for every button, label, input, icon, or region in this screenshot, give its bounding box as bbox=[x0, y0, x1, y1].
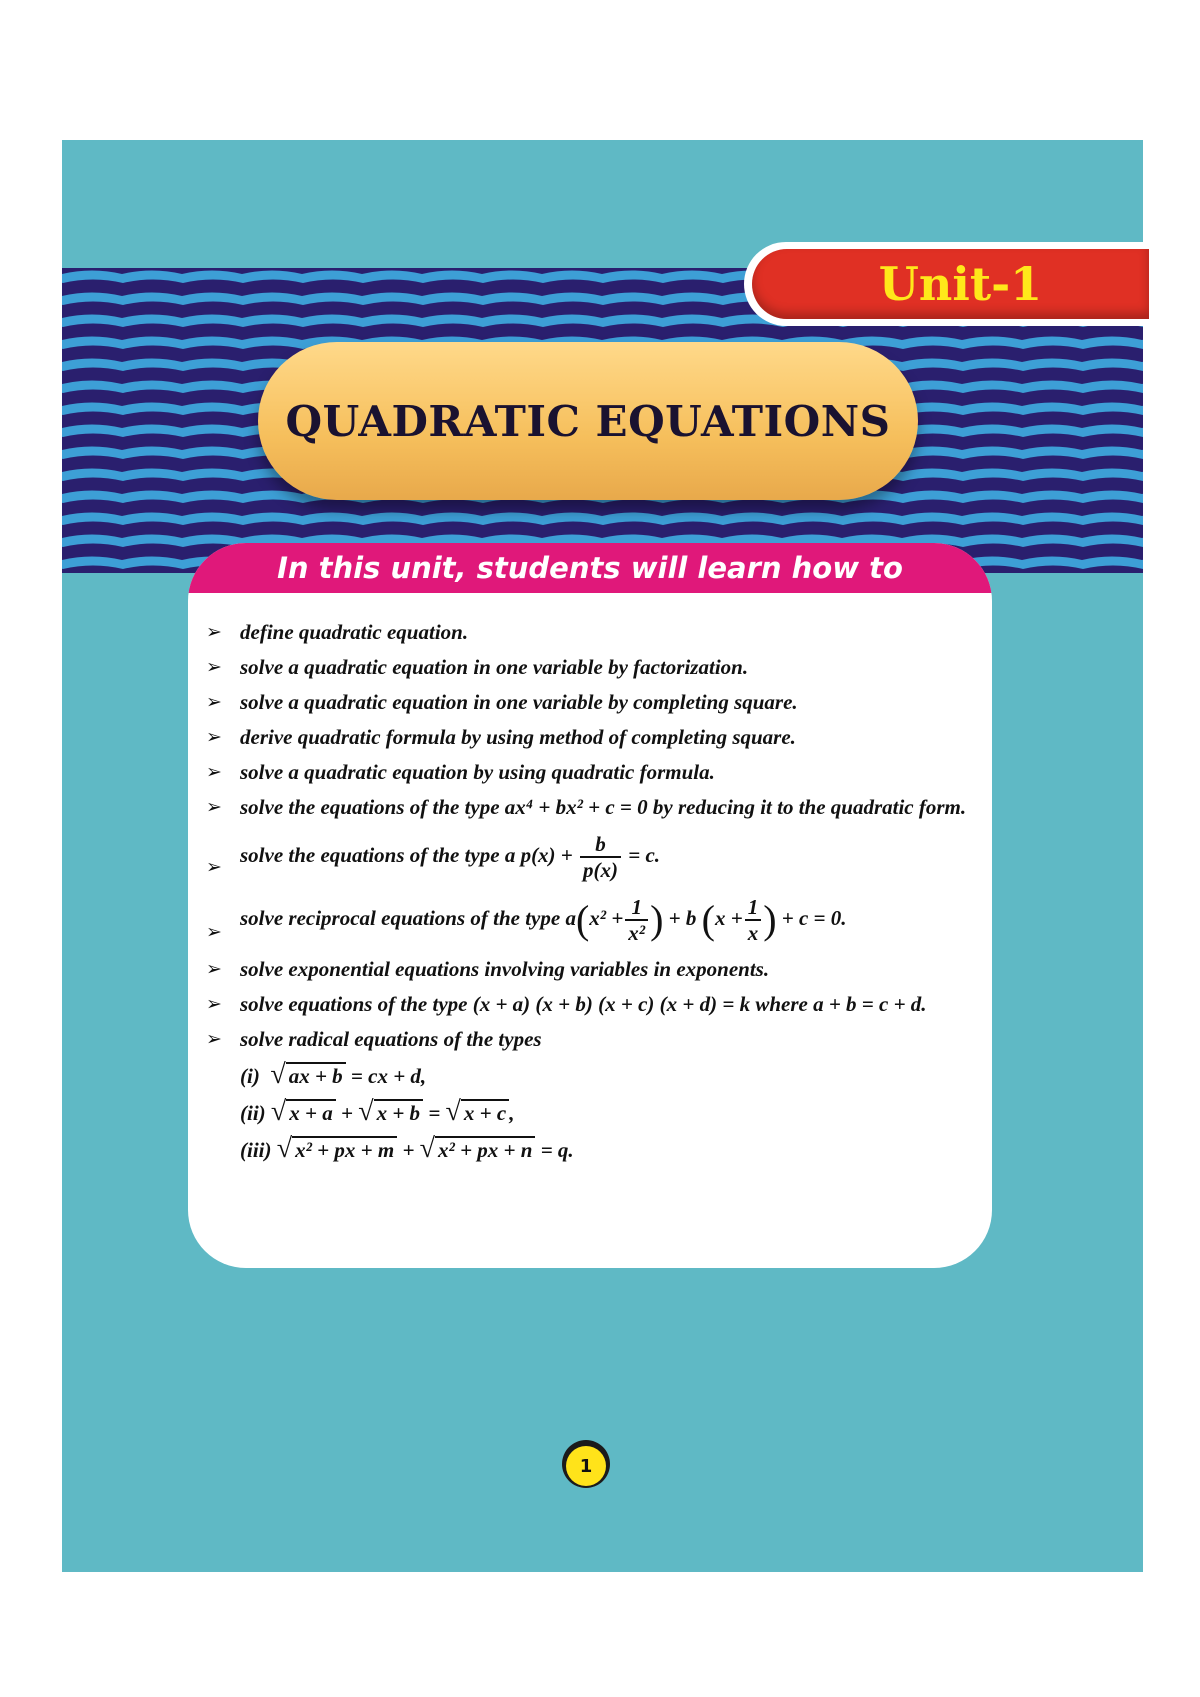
objective-item bbox=[206, 991, 968, 1018]
left-paren: ( bbox=[575, 897, 590, 943]
radical-label: (ii) bbox=[240, 1101, 266, 1126]
bullet-icon: ➢ bbox=[206, 656, 222, 678]
learning-objectives-heading: In this unit, students will learn how to bbox=[277, 551, 903, 585]
radicand: x + b bbox=[374, 1099, 423, 1125]
radical-operator: = bbox=[428, 1101, 441, 1126]
bullet-icon: ➢ bbox=[206, 761, 222, 783]
radical bbox=[420, 1133, 536, 1166]
fraction-numerator: 1 bbox=[745, 895, 762, 921]
page-title: QUADRATIC EQUATIONS bbox=[285, 396, 891, 446]
bullet-icon: ➢ bbox=[206, 1028, 222, 1051]
radical-label: (iii) bbox=[240, 1138, 272, 1163]
fraction-equation bbox=[504, 832, 661, 883]
objectives-list bbox=[188, 593, 992, 1166]
objective-text: solve a quadratic equation in one variable by factorization. bbox=[240, 655, 749, 679]
fraction bbox=[745, 895, 762, 945]
fraction-denominator: x bbox=[747, 921, 759, 946]
bullet-icon: ➢ bbox=[206, 621, 222, 643]
radicand: x + a bbox=[286, 1099, 335, 1125]
bullet-icon: ➢ bbox=[206, 796, 222, 818]
bullet-icon: ➢ bbox=[206, 993, 222, 1016]
objective-text: solve a quadratic equation by using quadratic formula. bbox=[240, 760, 715, 784]
radical-operator: + bbox=[341, 1101, 353, 1126]
objective-item bbox=[206, 829, 968, 882]
radical-type bbox=[240, 1059, 968, 1092]
radical-label: (i) bbox=[240, 1064, 260, 1089]
radicand: x² + px + m bbox=[292, 1136, 397, 1162]
radical-sign: √ bbox=[419, 1133, 436, 1165]
objective-text: solve reciprocal equations of the type bbox=[240, 906, 561, 931]
radical bbox=[358, 1096, 423, 1129]
radical-type bbox=[240, 1096, 968, 1129]
radical bbox=[270, 1059, 345, 1092]
fraction-denominator: p(x) bbox=[583, 858, 619, 883]
objective-item bbox=[206, 956, 968, 983]
radical-rest: , bbox=[509, 1101, 515, 1126]
radical-sign: √ bbox=[270, 1096, 287, 1128]
objective-item bbox=[206, 724, 968, 751]
wave-stripe bbox=[62, 513, 1143, 526]
radical-types-list bbox=[240, 1059, 968, 1166]
left-paren: ( bbox=[701, 897, 715, 943]
fraction bbox=[580, 832, 621, 882]
math-term: x + bbox=[714, 906, 743, 931]
radicand: x² + px + n bbox=[435, 1136, 535, 1162]
radicand: ax + b bbox=[286, 1062, 346, 1088]
page-number-badge bbox=[562, 1440, 610, 1482]
bullet-icon: ➢ bbox=[206, 726, 222, 748]
bullet-icon: ➢ bbox=[206, 921, 222, 944]
radical-sign: √ bbox=[276, 1133, 293, 1165]
title-pill bbox=[258, 342, 918, 500]
objective-text: solve the equations of the type ax⁴ + bx² + c = 0 by reducing it to the quadratic form. bbox=[240, 795, 967, 819]
fraction-numerator: b bbox=[580, 832, 621, 858]
fraction-denominator: x² bbox=[628, 921, 646, 946]
page-number: 1 bbox=[566, 1446, 606, 1486]
objective-item bbox=[206, 794, 968, 821]
reciprocal-equation bbox=[565, 895, 847, 946]
learning-objectives-header bbox=[188, 543, 992, 593]
radical-type bbox=[240, 1133, 968, 1166]
bullet-icon: ➢ bbox=[206, 691, 222, 713]
learning-objectives-box bbox=[188, 543, 992, 1268]
radical-sign: √ bbox=[358, 1096, 374, 1128]
objective-text: derive quadratic formula by using method of completing square. bbox=[240, 725, 796, 749]
objective-text: solve radical equations of the types bbox=[240, 1027, 542, 1052]
radical bbox=[271, 1096, 336, 1129]
math-term: x² + bbox=[589, 906, 624, 931]
objective-text: solve a quadratic equation in one variable by completing square. bbox=[240, 690, 798, 714]
objective-item bbox=[206, 689, 968, 716]
radical bbox=[446, 1096, 510, 1129]
radical bbox=[277, 1133, 397, 1166]
objective-item bbox=[206, 619, 968, 646]
math-suffix: = c. bbox=[628, 843, 661, 867]
radical-operator: + bbox=[402, 1138, 415, 1163]
bullet-icon: ➢ bbox=[206, 958, 222, 981]
right-paren: ) bbox=[650, 897, 664, 943]
radicand: x + c bbox=[461, 1099, 509, 1125]
math-prefix: a p(x) + bbox=[504, 843, 573, 867]
objective-item bbox=[206, 890, 968, 948]
objective-text: solve exponential equations involving variables in exponents. bbox=[240, 957, 770, 982]
fraction bbox=[625, 895, 648, 945]
radical-sign: √ bbox=[445, 1096, 461, 1128]
objective-text: define quadratic equation. bbox=[240, 620, 469, 644]
objective-text: solve the equations of the type bbox=[240, 843, 500, 867]
radical-rest: = cx + d, bbox=[350, 1064, 427, 1089]
objective-text: solve equations of the type (x + a) (x + b) (x + c) (x + d) = k where a + b = c + d. bbox=[240, 992, 927, 1017]
radical-rest: = q. bbox=[540, 1138, 574, 1163]
fraction-numerator: 1 bbox=[625, 895, 648, 921]
math-coefficient: a bbox=[565, 906, 576, 931]
unit-tab bbox=[744, 242, 1149, 326]
math-term: + b bbox=[668, 906, 697, 931]
unit-label: Unit-1 bbox=[878, 257, 1043, 311]
objective-item bbox=[206, 759, 968, 786]
bullet-icon: ➢ bbox=[206, 856, 222, 878]
math-suffix: + c = 0. bbox=[781, 906, 847, 931]
right-paren: ) bbox=[763, 897, 777, 943]
objective-item bbox=[206, 1026, 968, 1166]
unit-tab-badge bbox=[752, 249, 1149, 319]
objective-item bbox=[206, 654, 968, 681]
radical-sign: √ bbox=[270, 1059, 286, 1091]
